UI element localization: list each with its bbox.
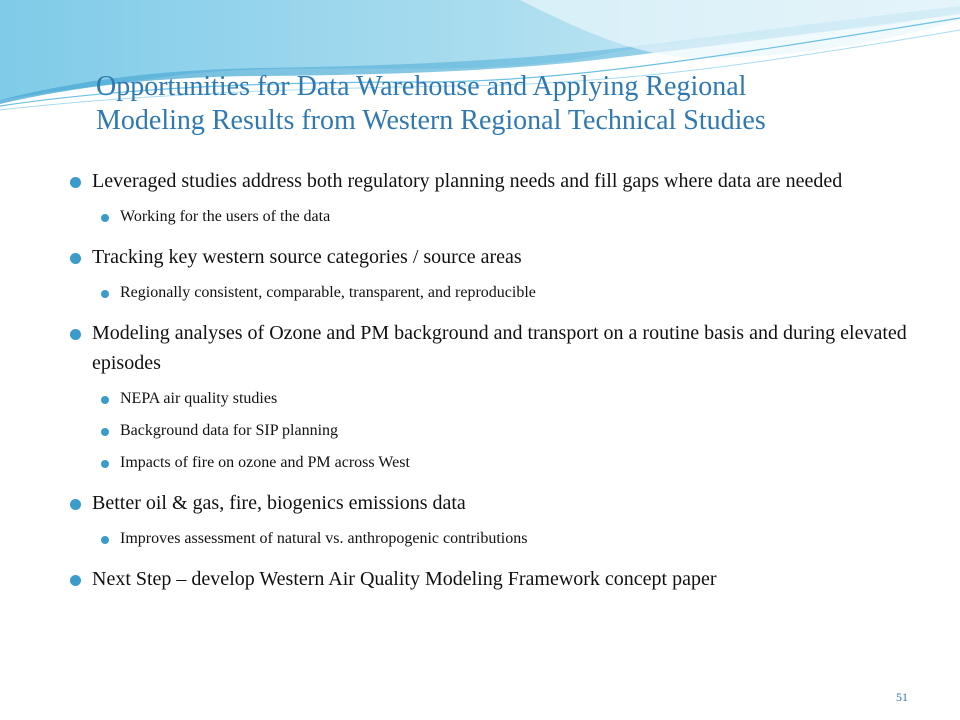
sub-bullet-dot-icon [101,428,109,436]
sub-bullet [70,206,930,228]
sub-bullet [70,420,930,442]
sub-bullet-dot-icon [101,396,109,404]
bullet-dot-icon [70,329,81,340]
bullet-text: Next Step – develop Western Air Quality Modeling Framework concept paper [92,568,717,590]
bullet-level1 [70,242,930,272]
page-number: 51 [896,690,908,704]
bullet-dot-icon [70,177,81,188]
bullet-list [70,166,930,594]
title-line-2: Modeling Results from Western Regional Technical Studies [96,105,766,136]
slide-title [96,70,916,138]
sub-bullet-text: Impacts of fire on ozone and PM across West [120,454,410,471]
sub-bullet-text: NEPA air quality studies [120,390,278,407]
sub-bullet [70,282,930,304]
sub-bullet-text: Working for the users of the data [120,208,331,225]
bullet-level1 [70,166,930,196]
bullet-dot-icon [70,499,81,510]
sub-bullet [70,388,930,410]
bullet-level1 [70,318,930,378]
sub-bullet-text: Background data for SIP planning [120,422,339,439]
title-line-1: Opportunities for Data Warehouse and Applying Regional [96,71,747,102]
bullet-item [70,488,930,550]
sub-bullet-dot-icon [101,214,109,222]
sub-bullet-text: Improves assessment of natural vs. anthropogenic contributions [120,530,528,547]
bullet-item [70,166,930,228]
bullet-item [70,564,930,594]
bullet-level1 [70,488,930,518]
bullet-level1 [70,564,930,594]
sub-bullet-dot-icon [101,290,109,298]
sub-bullet-dot-icon [101,460,109,468]
bullet-item [70,242,930,304]
bullet-text: Tracking key western source categories / source areas [92,246,522,268]
bullet-dot-icon [70,575,81,586]
bullet-text: Better oil & gas, fire, biogenics emissions data [92,492,466,514]
sub-bullet-text: Regionally consistent, comparable, transparent, and reproducible [120,284,536,301]
bullet-item [70,318,930,474]
bullet-text: Leveraged studies address both regulatory planning needs and fill gaps where data are needed [92,170,843,192]
sub-bullet [70,528,930,550]
sub-bullet-dot-icon [101,536,109,544]
sub-bullet [70,452,930,474]
bullet-text: Modeling analyses of Ozone and PM background and transport on a routine basis and during elevated episodes [92,322,907,374]
bullet-dot-icon [70,253,81,264]
